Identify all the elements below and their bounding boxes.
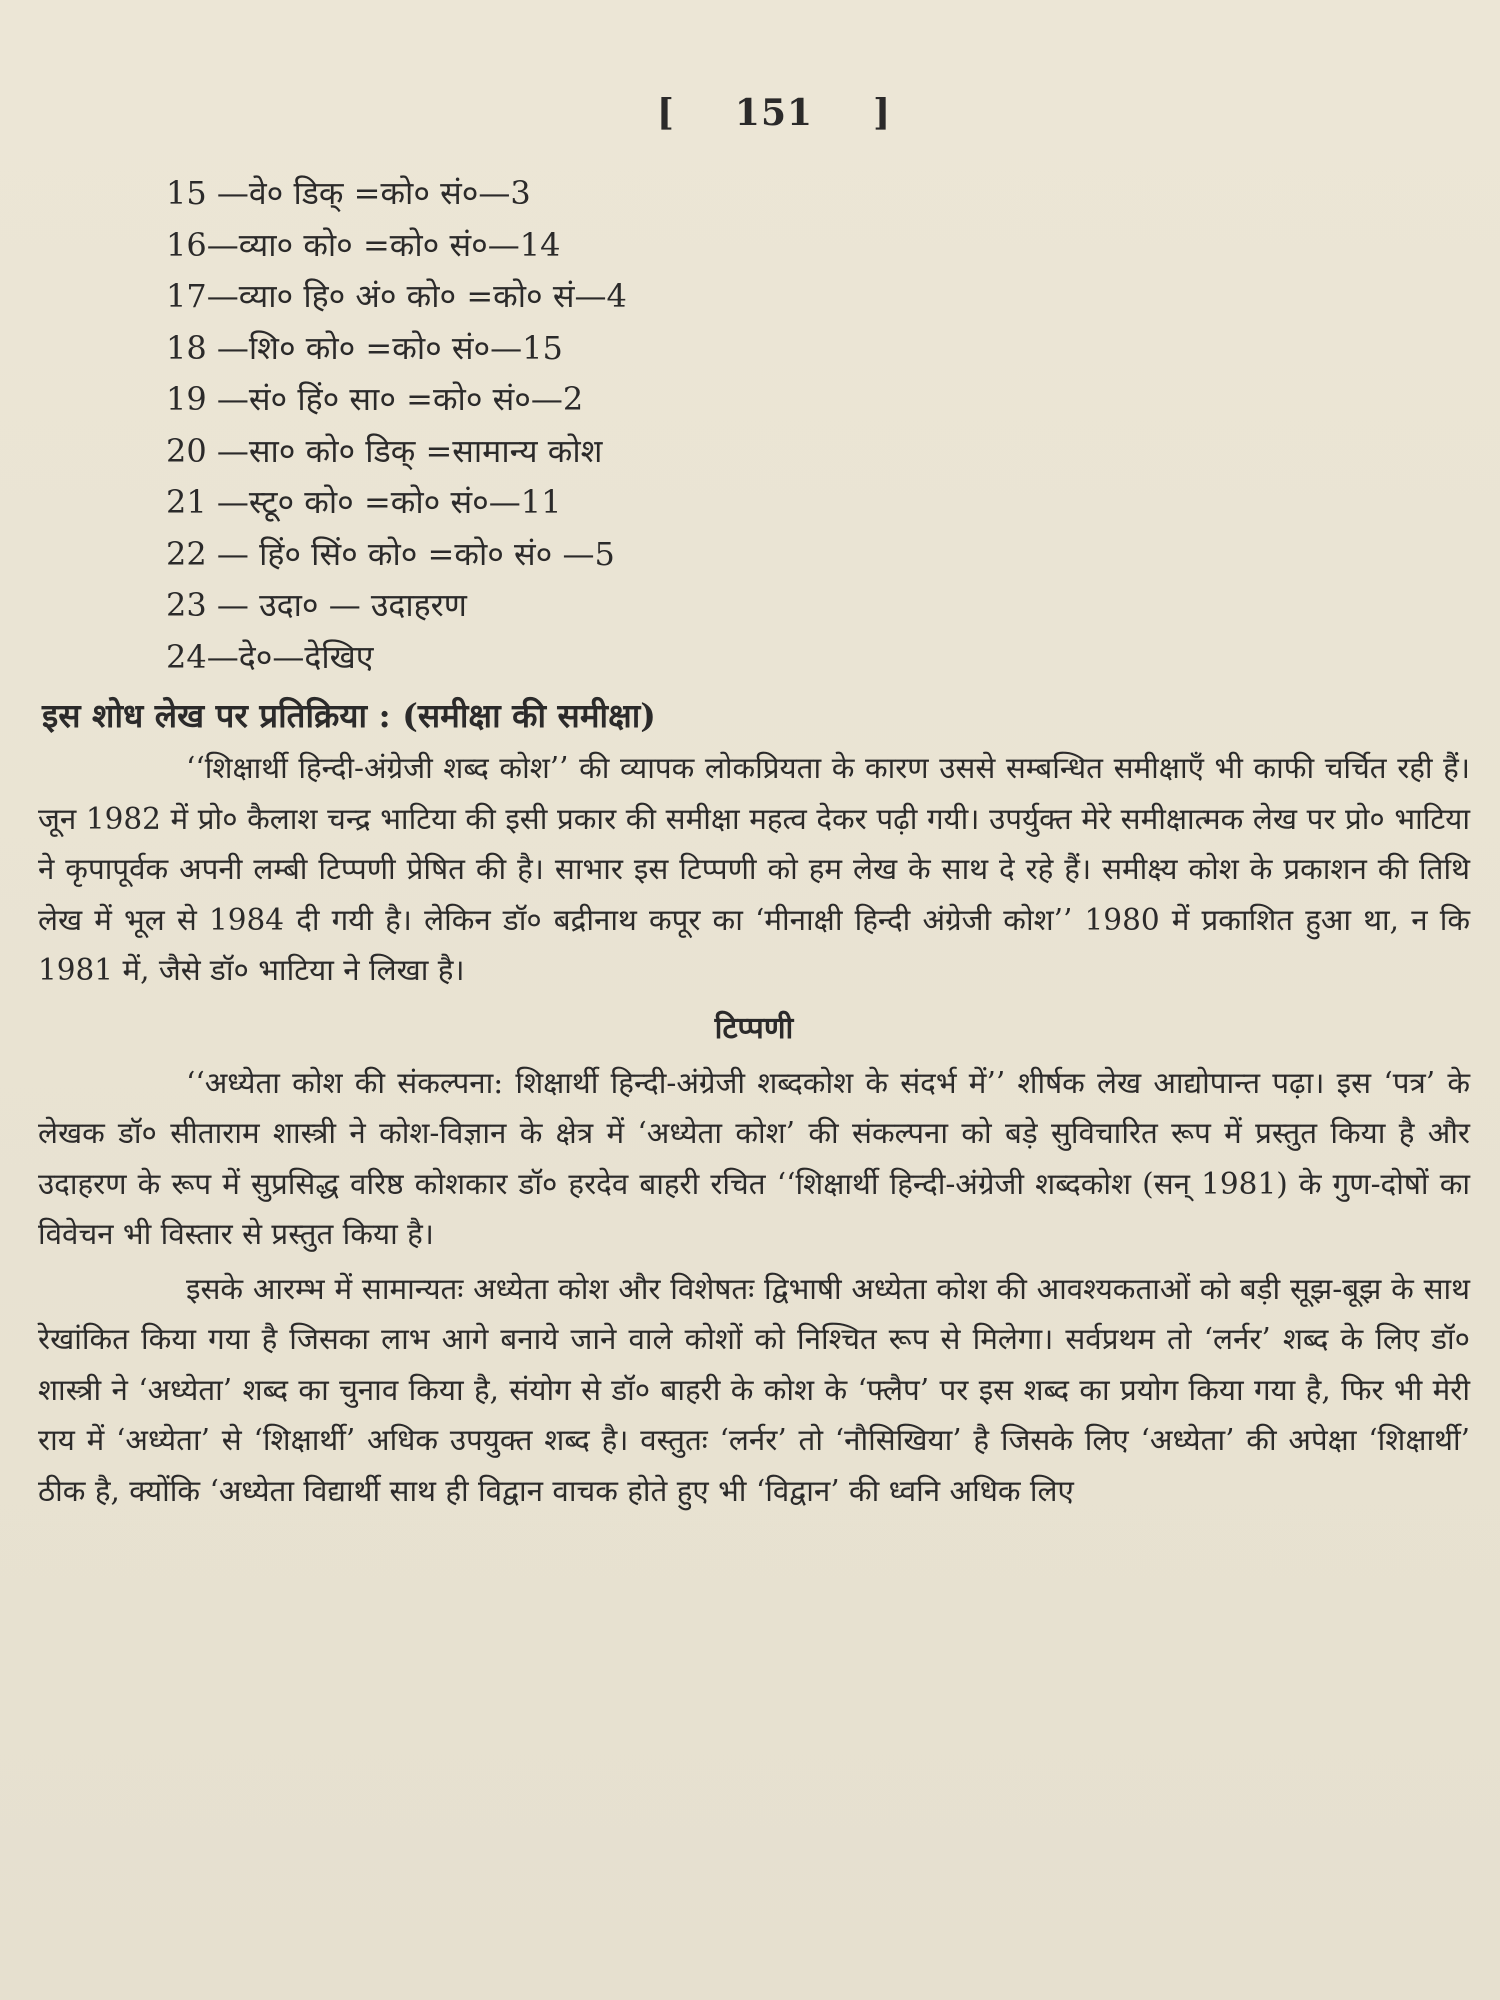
abbreviation-item: 19 —सं० हिं० सा० =को० सं०—2 bbox=[166, 380, 584, 418]
abbreviation-item: 23 — उदा० — उदाहरण bbox=[166, 586, 467, 624]
section-heading: इस शोध लेख पर प्रतिक्रिया : (समीक्षा की समीक्षा) bbox=[42, 696, 656, 735]
abbreviation-item: 20 —सा० को० डिक् =सामान्य कोश bbox=[166, 431, 603, 470]
abbreviation-item: 18 —शि० को० =को० सं०—15 bbox=[166, 328, 563, 367]
abbreviation-item: 24—दे०—देखिए bbox=[166, 637, 374, 676]
page-number-bracket-close: ] bbox=[873, 92, 892, 134]
abbreviation-item: 15 —वे० डिक् =को० सं०—3 bbox=[166, 174, 531, 212]
abbreviation-item: 17—व्या० हि० अं० को० =को० सं—4 bbox=[166, 277, 627, 315]
abbreviation-item: 16—व्या० को० =को० सं०—14 bbox=[166, 225, 561, 264]
page-number bbox=[38, 92, 1470, 134]
intro-paragraph: ‘‘शिक्षार्थी हिन्दी-अंग्रेजी शब्द कोश’’ की व्यापक लोकप्रियता के कारण उससे सम्बन्धित समीक्षाएँ भी काफी चर्चित रही हैं। जून 1982 में प्रो० कैलाश चन्द्र भाटिया की इसी प्रकार की समीक्षा महत्व देकर पढ़ी गयी। उपर्युक्त मेरे समीक्षात्मक लेख पर प्रो० भाटिया ने कृपापूर्वक अपनी लम्बी टिप्पणी प्रेषित की है। साभार इस टिप्पणी को हम लेख के साथ दे रहे हैं। समीक्ष्य कोश के प्रकाशन की तिथि लेख में भूल से 1984 दी गयी है। लेकिन डॉ० बद्रीनाथ कपूर का ‘मीनाक्षी हिन्दी अंग्रेजी कोश’’ 1980 में प्रकाशित हुआ था, न कि 1981 में, जैसे डॉ० भाटिया ने लिखा है। bbox=[38, 751, 1470, 987]
abbreviation-item: 22 — हिं० सिं० को० =को० सं० —5 bbox=[166, 534, 615, 573]
abbreviation-item: 21 —स्टू० को० =को० सं०—11 bbox=[166, 483, 562, 521]
abbreviation-list bbox=[38, 168, 1470, 683]
note-paragraph-1: ‘‘अध्येता कोश की संकल्पना: शिक्षार्थी हिन्दी-अंग्रेजी शब्दकोश के संदर्भ में’’ शीर्षक लेख आद्योपान्त पढ़ा। इस ‘पत्र’ के लेखक डॉ० सीताराम शास्त्री ने कोश-विज्ञान के क्षेत्र में ‘अध्येता कोश’ की संकल्पना को बड़े सुविचारित रूप में प्रस्तुत किया है और उदाहरण के रूप में सुप्रसिद्ध वरिष्ठ कोशकार डॉ० हरदेव बाहरी रचित ‘‘शिक्षार्थी हिन्दी-अंग्रेजी शब्दकोश (सन् 1981) के गुण-दोषों का विवेचन भी विस्तार से प्रस्तुत किया है। bbox=[38, 1065, 1470, 1251]
page-number-value: 151 bbox=[734, 92, 814, 134]
note-heading: टिप्पणी bbox=[714, 1010, 794, 1046]
page-number-bracket-open: [ bbox=[656, 92, 675, 134]
note-paragraph-2: इसके आरम्भ में सामान्यतः अध्येता कोश और विशेषतः द्विभाषी अध्येता कोश की आवश्यकताओं को बड़ी सूझ-बूझ के साथ रेखांकित किया गया है जिसका लाभ आगे बनाये जाने वाले कोशों को निश्चित रूप से मिलेगा। सर्वप्रथम तो ‘लर्नर’ शब्द के लिए डॉ० शास्त्री ने ‘अध्येता’ शब्द का चुनाव किया है, संयोग से डॉ० बाहरी के कोश के ‘फ्लैप’ पर इस शब्द का प्रयोग किया गया है, फिर भी मेरी राय में ‘अध्येता’ से ‘शिक्षार्थी’ अधिक उपयुक्त शब्द है। वस्तुतः ‘लर्नर’ तो ‘नौसिखिया’ है जिसके लिए ‘अध्येता’ की अपेक्षा ‘शिक्षार्थी’ ठीक है, क्योंकि ‘अध्येता विद्यार्थी साथ ही विद्वान वाचक होते हुए भी ‘विद्वान’ की ध्वनि अधिक लिए bbox=[38, 1271, 1470, 1508]
